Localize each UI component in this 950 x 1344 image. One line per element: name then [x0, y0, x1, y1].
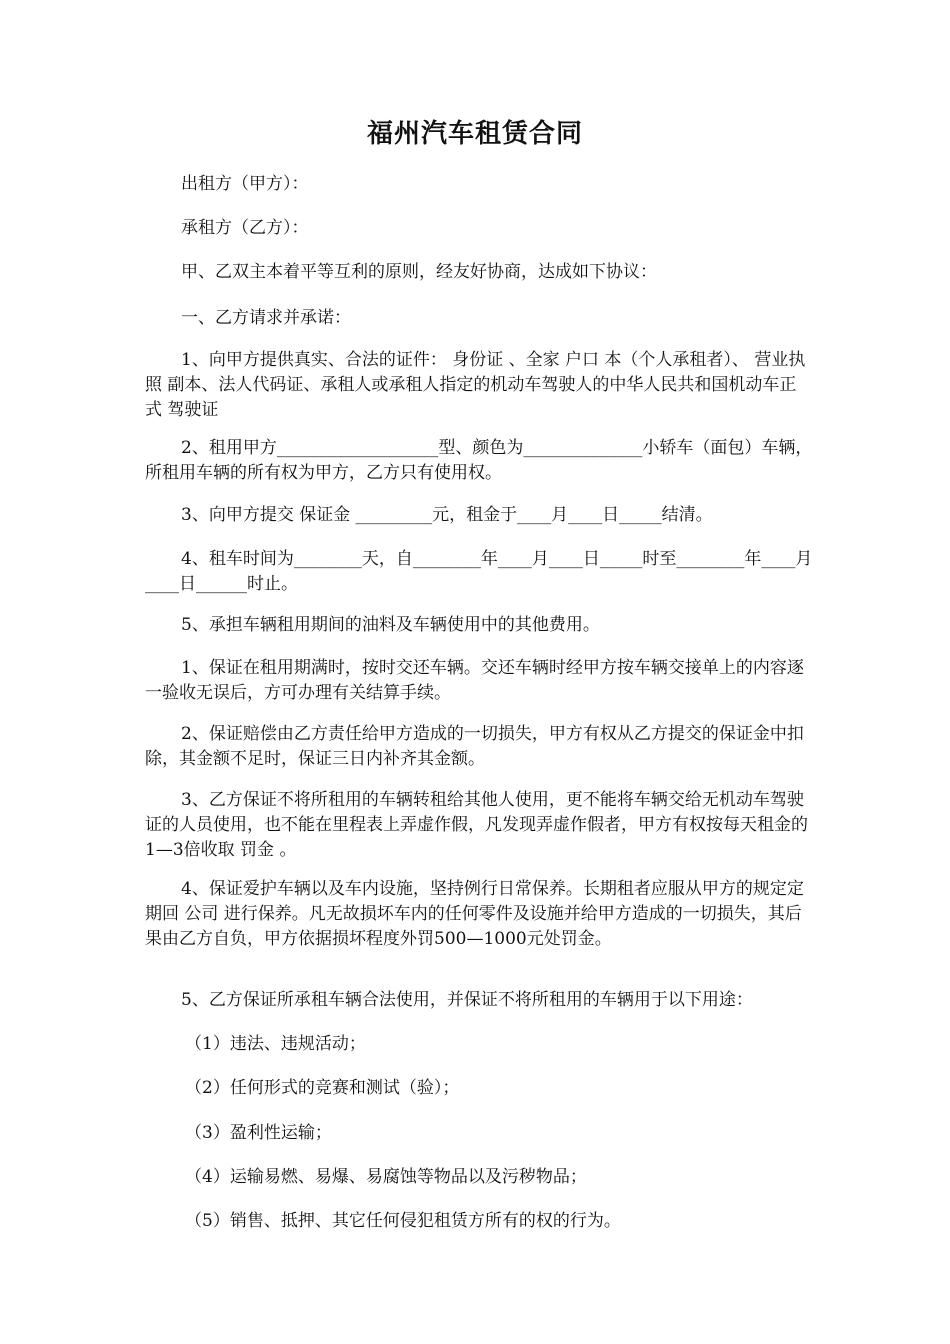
use-item: （2）任何形式的竞赛和测试（验）；: [185, 1078, 460, 1098]
document-title: 福州汽车租赁合同: [366, 119, 583, 149]
clause-5: 5、承担车辆租用期间的油料及车辆使用中的其他费用。: [181, 615, 600, 635]
use-item: （5）销售、抵押、其它任何侵犯租赁方所有的权的行为。: [185, 1211, 621, 1231]
promise-1: 1、保证在租用期满时，按时交还车辆。交还车辆时经甲方按车辆交接单上的内容逐一验收无误后，方可办理有关结算手续。: [145, 658, 804, 703]
use-item: （3）盈利性运输；: [185, 1123, 332, 1143]
use-item: （4）运输易燃、易爆、易腐蚀等物品以及污秽物品；: [185, 1167, 587, 1187]
clause-2: 2、租用甲方___________________型、颜色为______________小轿车（面包）车辆，所租用车辆的所有权为甲方，乙方只有使用权。: [145, 438, 813, 483]
lessor-line: 出租方（甲方）：: [181, 174, 309, 194]
promise-4: 4、保证爱护车辆以及车内设施，坚持例行日常保养。长期租者应服从甲方的规定定期回 公司 进行保养。凡无故损坏车内的任何零件及设施并给甲方造成的一切损失，其后果由乙方自负，甲方依据损坏程度外罚500—1000元处罚金。: [145, 879, 804, 949]
clause-3: 3、向甲方提交 保证金 _________元，租金于____月____日_____结清。: [181, 505, 713, 525]
clause-4: 4、租车时间为________天，自________年____月____日_____时至________年____月____日______时止。: [145, 549, 813, 594]
preamble: 甲、乙双主本着平等互利的原则，经友好协商，达成如下协议：: [181, 262, 657, 282]
lessee-line: 承租方（乙方）：: [181, 218, 309, 238]
clause-1: 1、向甲方提供真实、合法的证件： 身份证 、全家 户口 本（个人承租者）、 营业执照 副本、法人代码证、承租人或承租人指定的机动车驾驶人的中华人民共和国机动车正式 驾驶证: [145, 350, 806, 420]
promise-2: 2、保证赔偿由乙方责任给甲方造成的一切损失，甲方有权从乙方提交的保证金中扣除，其金额不足时，保证三日内补齐其金额。: [145, 724, 804, 769]
promise-5: 5、乙方保证所承租车辆合法使用，并保证不将所租用的车辆用于以下用途：: [181, 990, 753, 1010]
use-item: （1）违法、违规活动；: [185, 1034, 366, 1054]
promise-3: 3、乙方保证不将所租用的车辆转租给其他人使用，更不能将车辆交给无机动车驾驶证的人员使用，也不能在里程表上弄虚作假，凡发现弄虚作假者，甲方有权按每天租金的1—3倍收取 罚金 。: [145, 790, 808, 860]
section-heading: 一、乙方请求并承诺：: [181, 308, 351, 328]
